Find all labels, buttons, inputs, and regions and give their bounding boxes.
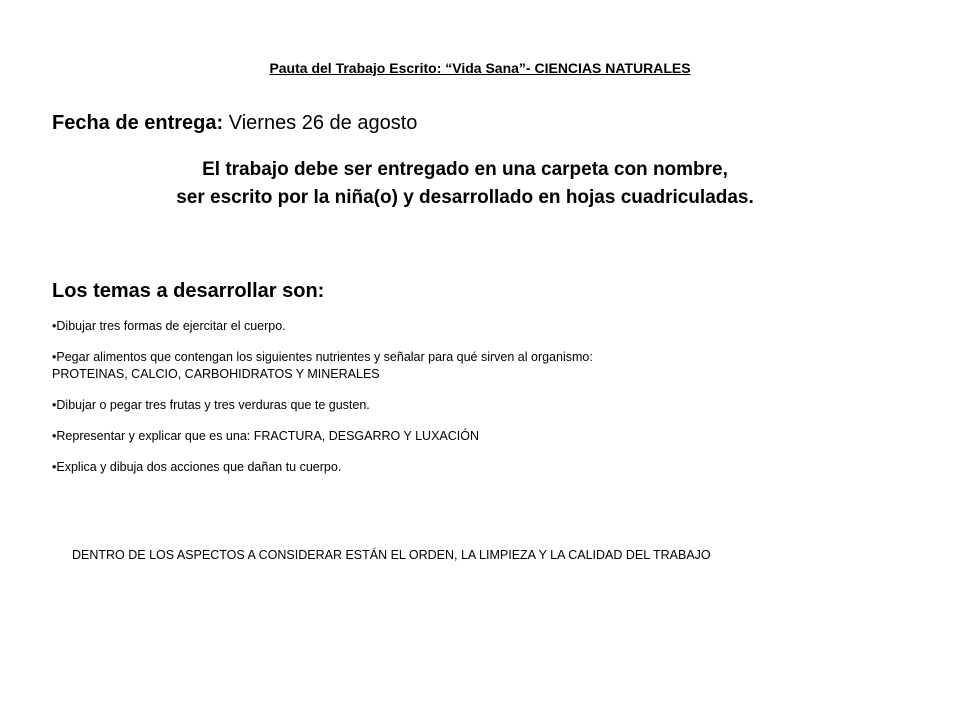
due-date-line [52, 112, 417, 135]
due-date-value: Viernes 26 de agosto [228, 112, 418, 134]
topic-text: Dibujar tres formas de ejercitar el cuerpo. [56, 319, 286, 333]
due-date-label: Fecha de entrega: [52, 112, 224, 134]
instructions [0, 156, 930, 212]
instruction-line: El trabajo debe ser entregado en una carpeta con nombre, [202, 159, 728, 180]
topic-item [52, 397, 912, 414]
bullet-icon: • [52, 429, 57, 443]
topic-item [52, 459, 912, 476]
topic-text: Dibujar o pegar tres frutas y tres verduras que te gusten. [56, 398, 370, 412]
topic-nutrient-list: PROTEINAS, CALCIO, CARBOHIDRATOS Y MINERALES [52, 367, 380, 381]
bullet-icon: • [52, 350, 57, 364]
bullet-icon: • [52, 460, 57, 474]
topic-list [52, 318, 912, 490]
footer-note: DENTRO DE LOS ASPECTOS A CONSIDERAR ESTÁN EL ORDEN, LA LIMPIEZA Y LA CALIDAD DEL TRABAJO [72, 548, 711, 562]
bullet-icon: • [52, 398, 57, 412]
topic-item [52, 428, 912, 445]
topics-heading: Los temas a desarrollar son: [52, 280, 325, 302]
topic-item [52, 349, 912, 383]
bullet-icon: • [52, 319, 57, 333]
topic-text: Pegar alimentos que contengan los siguientes nutrientes y señalar para qué sirven al organismo: [56, 350, 593, 364]
document-title: Pauta del Trabajo Escrito: “Vida Sana”- CIENCIAS NATURALES [269, 60, 691, 76]
topic-text: Explica y dibuja dos acciones que dañan tu cuerpo. [56, 460, 342, 474]
topic-item [52, 318, 912, 335]
instruction-line: ser escrito por la niña(o) y desarrollado en hojas cuadriculadas. [176, 187, 754, 208]
topic-text: Representar y explicar que es una: FRACTURA, DESGARRO Y LUXACIÓN [56, 429, 479, 443]
